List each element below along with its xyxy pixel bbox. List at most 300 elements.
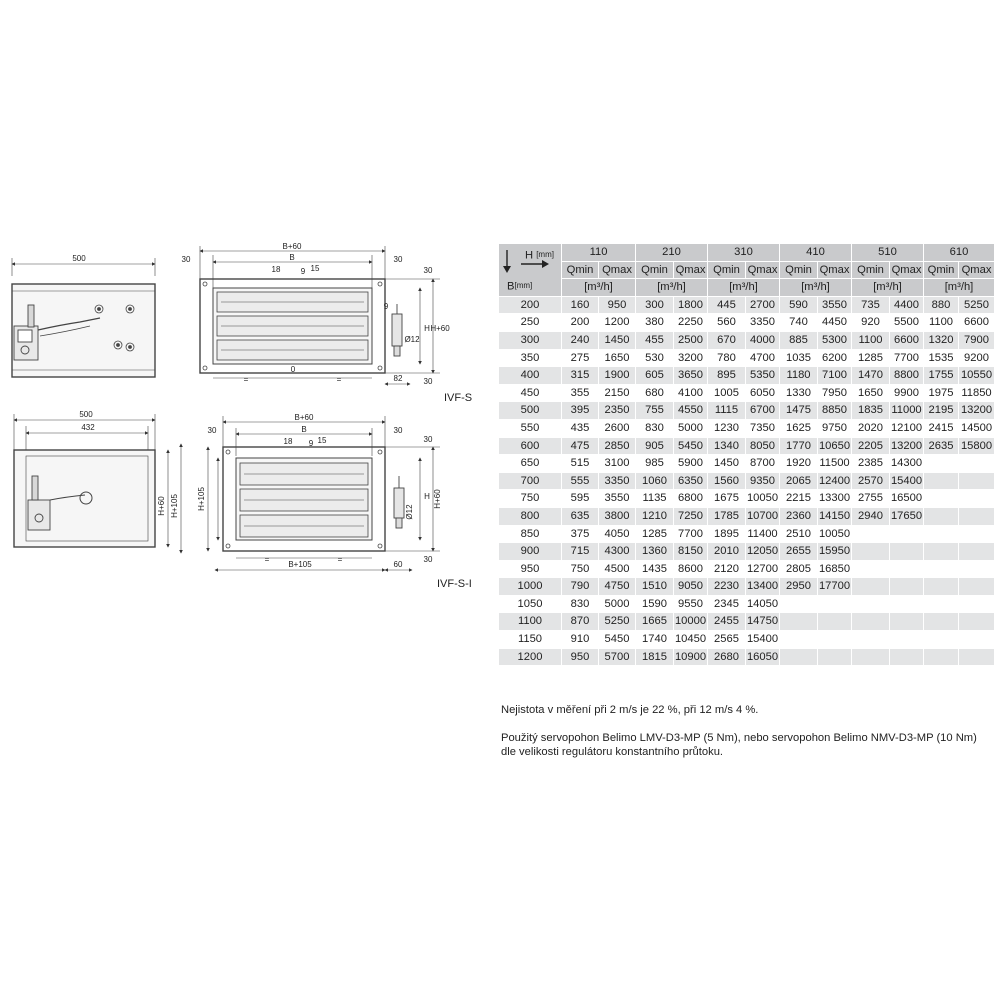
table-row bbox=[499, 490, 994, 507]
dim-equal-right-b: = bbox=[337, 555, 343, 564]
flow-cell: 13300 bbox=[818, 492, 851, 505]
dim-9: 9 bbox=[300, 267, 306, 276]
flow-cell: 1060 bbox=[642, 474, 667, 487]
flow-cell bbox=[924, 596, 958, 613]
dim-side-h60: H+60 bbox=[157, 496, 166, 516]
dim-15-b: 15 bbox=[317, 436, 327, 445]
flow-cell: 4400 bbox=[894, 298, 919, 311]
flow-cell: 2215 bbox=[786, 492, 811, 505]
flow-cell: 9550 bbox=[678, 597, 703, 610]
flow-cell: 2500 bbox=[678, 333, 703, 346]
flow-cell: 5450 bbox=[678, 439, 703, 452]
flow-cell: 7700 bbox=[894, 351, 919, 364]
flow-cell: 885 bbox=[789, 333, 808, 346]
height-header: 610 bbox=[924, 244, 994, 261]
flow-cell bbox=[924, 455, 958, 472]
dim-82: 82 bbox=[393, 374, 403, 383]
flow-cell: 735 bbox=[861, 298, 880, 311]
row-width-b: 1200 bbox=[517, 650, 543, 663]
flow-unit-header: [m³/h] bbox=[924, 279, 994, 296]
flow-cell: 17650 bbox=[890, 509, 923, 522]
table-row bbox=[499, 473, 994, 490]
dim-b-b: B bbox=[301, 425, 307, 434]
ivf-s-side-view bbox=[12, 258, 155, 377]
flow-unit-header: [m³/h] bbox=[636, 279, 707, 296]
flow-cell: 2850 bbox=[604, 439, 630, 452]
flow-cell: 590 bbox=[789, 298, 808, 311]
flow-cell bbox=[852, 596, 889, 613]
note-actuator-1: Použitý servopohon Belimo LMV-D3-MP (5 Nm), nebo servopohon Belimo NMV-D3-MP (10 Nm) bbox=[501, 732, 977, 744]
dim-equal-left: = bbox=[243, 375, 249, 384]
dim-h-b: H bbox=[424, 492, 430, 501]
row-width-b: 800 bbox=[520, 509, 540, 522]
flow-cell: 1340 bbox=[714, 439, 739, 452]
flow-cell bbox=[924, 578, 958, 595]
flow-cell: 1755 bbox=[928, 369, 954, 382]
flow-cell: 1625 bbox=[786, 421, 811, 434]
flow-cell bbox=[959, 526, 994, 543]
flow-cell: 5900 bbox=[678, 457, 703, 470]
row-width-b: 850 bbox=[520, 527, 540, 540]
row-width-b: 250 bbox=[520, 316, 540, 329]
flow-cell: 2940 bbox=[858, 509, 883, 522]
table-header-heights bbox=[499, 244, 994, 261]
table-row bbox=[499, 420, 994, 437]
flow-cell: 4100 bbox=[678, 386, 703, 399]
flow-cell bbox=[780, 613, 817, 630]
flow-cell: 1650 bbox=[604, 351, 630, 364]
sensor-probe-icon bbox=[394, 476, 404, 528]
flow-cell: 3800 bbox=[604, 509, 630, 522]
flow-cell: 275 bbox=[570, 351, 590, 364]
table-corner bbox=[499, 244, 561, 296]
flow-cell: 9750 bbox=[822, 421, 847, 434]
flow-cell: 455 bbox=[645, 333, 664, 346]
dim-width-500: 500 bbox=[72, 254, 86, 263]
flow-cell: 6350 bbox=[678, 474, 703, 487]
flow-cell: 160 bbox=[570, 298, 590, 311]
flow-cell: 950 bbox=[607, 298, 627, 311]
flow-cell: 4550 bbox=[678, 404, 703, 417]
qmax-header: Qmax bbox=[890, 262, 923, 279]
flow-cell: 8150 bbox=[678, 545, 703, 558]
flow-cell bbox=[780, 649, 817, 666]
flow-cell: 1475 bbox=[786, 404, 811, 417]
flow-cell: 435 bbox=[570, 421, 590, 434]
dim-18-b: 18 bbox=[283, 437, 293, 446]
height-header: 210 bbox=[636, 244, 707, 261]
flow-cell: 5300 bbox=[822, 333, 847, 346]
flow-cell bbox=[818, 631, 851, 648]
flow-cell bbox=[852, 561, 889, 578]
row-width-b: 400 bbox=[520, 369, 540, 382]
row-width-b: 1050 bbox=[517, 597, 543, 610]
flow-cell: 6200 bbox=[822, 351, 847, 364]
dim-equal-right: = bbox=[336, 375, 342, 384]
flow-cell: 755 bbox=[645, 404, 664, 417]
flow-cell: 10450 bbox=[674, 633, 707, 646]
flow-cell: 1510 bbox=[642, 580, 667, 593]
flow-cell: 1450 bbox=[604, 333, 630, 346]
flow-cell: 905 bbox=[645, 439, 664, 452]
dim-15: 15 bbox=[310, 264, 320, 273]
technical-drawings bbox=[0, 0, 490, 600]
flow-cell: 830 bbox=[645, 421, 664, 434]
flow-cell: 5000 bbox=[678, 421, 703, 434]
flow-cell bbox=[959, 508, 994, 525]
flow-cell: 10050 bbox=[818, 527, 851, 540]
table-row bbox=[499, 613, 994, 630]
flow-cell: 9200 bbox=[964, 351, 989, 364]
flow-cell bbox=[959, 578, 994, 595]
flow-cell: 380 bbox=[645, 316, 664, 329]
flow-cell: 14750 bbox=[746, 615, 779, 628]
flow-cell: 1835 bbox=[858, 404, 883, 417]
flow-cell: 2350 bbox=[604, 404, 630, 417]
flow-cell: 1740 bbox=[642, 633, 667, 646]
flow-cell bbox=[890, 578, 923, 595]
flow-cell: 4750 bbox=[604, 580, 630, 593]
flow-cell: 2205 bbox=[858, 439, 883, 452]
flow-unit-header: [m³/h] bbox=[708, 279, 779, 296]
flow-cell bbox=[852, 578, 889, 595]
table-row bbox=[499, 596, 994, 613]
flow-cell bbox=[890, 526, 923, 543]
flow-cell: 1360 bbox=[642, 545, 667, 558]
flow-cell: 1815 bbox=[642, 650, 667, 663]
row-width-b: 600 bbox=[520, 439, 540, 452]
dim-9b: 9 bbox=[383, 302, 389, 311]
table-row bbox=[499, 332, 994, 349]
flow-cell: 6600 bbox=[894, 333, 919, 346]
flow-cell: 985 bbox=[645, 457, 664, 470]
table-row bbox=[499, 385, 994, 402]
flow-cell bbox=[959, 631, 994, 648]
flow-cell: 1535 bbox=[928, 351, 954, 364]
flow-cell: 11500 bbox=[819, 457, 850, 470]
flow-cell: 950 bbox=[570, 650, 590, 663]
flow-cell: 16500 bbox=[890, 492, 923, 505]
flow-cell: 15800 bbox=[960, 439, 993, 452]
row-width-b: 750 bbox=[520, 492, 540, 505]
table-row bbox=[499, 402, 994, 419]
flow-cell bbox=[924, 508, 958, 525]
flow-cell: 395 bbox=[570, 404, 590, 417]
flow-cell: 1770 bbox=[786, 439, 811, 452]
qmin-header: Qmin bbox=[708, 262, 745, 279]
flow-cell: 2755 bbox=[858, 492, 883, 505]
flow-cell: 515 bbox=[570, 457, 590, 470]
flow-cell: 16050 bbox=[746, 650, 779, 663]
qmax-header: Qmax bbox=[959, 262, 994, 279]
flow-cell: 4450 bbox=[822, 316, 847, 329]
flow-cell: 14050 bbox=[746, 597, 779, 610]
dim-30-top-right-b: 30 bbox=[423, 435, 433, 444]
row-width-b: 1150 bbox=[517, 633, 543, 646]
flow-cell bbox=[890, 613, 923, 630]
flow-cell: 6800 bbox=[678, 492, 703, 505]
dim-width-432: 432 bbox=[81, 423, 95, 432]
flow-cell bbox=[924, 631, 958, 648]
flow-cell: 7700 bbox=[678, 527, 703, 540]
flow-cell: 5700 bbox=[604, 650, 630, 663]
flow-cell bbox=[818, 649, 851, 666]
flow-cell: 2600 bbox=[604, 421, 630, 434]
flow-cell: 1800 bbox=[678, 298, 703, 311]
flow-cell: 605 bbox=[645, 369, 664, 382]
label-ivf-s-i: IVF-S-I bbox=[437, 578, 472, 590]
table-row bbox=[499, 561, 994, 578]
flow-cell: 1210 bbox=[642, 509, 667, 522]
flow-cell: 315 bbox=[570, 369, 590, 382]
row-width-b: 200 bbox=[520, 298, 540, 311]
flow-cell bbox=[924, 561, 958, 578]
flow-cell bbox=[924, 490, 958, 507]
qmin-header: Qmin bbox=[780, 262, 817, 279]
flow-cell: 1470 bbox=[858, 369, 883, 382]
dim-30-right-b: 30 bbox=[393, 426, 403, 435]
dim-9-b: 9 bbox=[308, 439, 314, 448]
flow-cell: 12400 bbox=[818, 474, 851, 487]
height-header: 310 bbox=[708, 244, 779, 261]
flow-cell bbox=[852, 613, 889, 630]
table-row bbox=[499, 526, 994, 543]
ivf-s-front-view bbox=[200, 246, 440, 384]
flow-cell: 2385 bbox=[858, 457, 883, 470]
flow-cell: 1665 bbox=[642, 615, 667, 628]
qmax-header: Qmax bbox=[746, 262, 779, 279]
flow-cell: 780 bbox=[717, 351, 736, 364]
dim-h: H bbox=[424, 324, 430, 333]
height-header: 510 bbox=[852, 244, 923, 261]
flow-cell: 2010 bbox=[714, 545, 739, 558]
flow-cell: 2655 bbox=[786, 545, 811, 558]
table-row bbox=[499, 543, 994, 560]
flow-cell: 9900 bbox=[894, 386, 919, 399]
row-width-b: 900 bbox=[520, 545, 540, 558]
flow-cell: 2635 bbox=[928, 439, 954, 452]
flow-cell: 3550 bbox=[604, 492, 630, 505]
flow-cell bbox=[959, 543, 994, 560]
qmin-header: Qmin bbox=[636, 262, 673, 279]
flow-cell: 3350 bbox=[750, 316, 775, 329]
flow-cell: 635 bbox=[570, 509, 590, 522]
flow-cell bbox=[959, 473, 994, 490]
flow-cell: 15400 bbox=[890, 474, 923, 487]
flow-cell: 2020 bbox=[858, 421, 883, 434]
dim-equal-left-b: = bbox=[264, 555, 270, 564]
flow-cell bbox=[959, 561, 994, 578]
flow-cell: 1115 bbox=[714, 404, 739, 417]
flow-cell: 8800 bbox=[894, 369, 919, 382]
sensor-probe-icon bbox=[392, 304, 402, 356]
flow-cell: 4000 bbox=[750, 333, 775, 346]
flow-cell: 1285 bbox=[858, 351, 883, 364]
flow-cell: 560 bbox=[717, 316, 736, 329]
flow-cell: 10550 bbox=[960, 369, 993, 382]
flow-cell: 16850 bbox=[818, 562, 851, 575]
dim-zero: 0 bbox=[290, 365, 296, 374]
row-width-b: 700 bbox=[520, 474, 540, 487]
height-header: 110 bbox=[562, 244, 635, 261]
label-ivf-s: IVF-S bbox=[444, 392, 473, 404]
table-row bbox=[499, 578, 994, 595]
flow-cell: 200 bbox=[570, 316, 590, 329]
dim-b60: B+60 bbox=[282, 242, 302, 251]
flow-cell: 790 bbox=[570, 580, 590, 593]
flow-cell: 3550 bbox=[822, 298, 847, 311]
flow-cell: 1650 bbox=[858, 386, 883, 399]
flow-cell: 2510 bbox=[786, 527, 811, 540]
flow-cell: 8850 bbox=[822, 404, 847, 417]
flow-cell: 3200 bbox=[678, 351, 703, 364]
flow-cell: 14150 bbox=[818, 509, 851, 522]
flow-cell: 2345 bbox=[714, 597, 739, 610]
flow-cell: 1135 bbox=[642, 492, 667, 505]
height-header: 410 bbox=[780, 244, 851, 261]
flow-cell: 12100 bbox=[890, 421, 923, 434]
flow-cell: 2065 bbox=[786, 474, 811, 487]
flow-cell: 2120 bbox=[714, 562, 739, 575]
dim-h60-b: H+60 bbox=[433, 489, 442, 509]
flow-cell: 5500 bbox=[894, 316, 919, 329]
flow-cell bbox=[890, 543, 923, 560]
flow-table bbox=[498, 243, 995, 666]
flow-cell bbox=[852, 543, 889, 560]
flow-cell: 910 bbox=[570, 633, 590, 646]
flow-cell: 3100 bbox=[604, 457, 630, 470]
table-row bbox=[499, 649, 994, 666]
flow-cell: 3350 bbox=[604, 474, 630, 487]
flow-cell bbox=[959, 596, 994, 613]
flow-cell: 7100 bbox=[822, 369, 847, 382]
flow-cell: 1975 bbox=[928, 386, 954, 399]
flow-cell bbox=[924, 613, 958, 630]
flow-cell: 300 bbox=[645, 298, 664, 311]
row-width-b: 650 bbox=[520, 457, 540, 470]
dim-60: 60 bbox=[393, 560, 403, 569]
flow-cell: 11400 bbox=[747, 527, 778, 540]
dim-30-right: 30 bbox=[393, 255, 403, 264]
flow-cell bbox=[780, 631, 817, 648]
flow-cell bbox=[959, 490, 994, 507]
flow-cell: 830 bbox=[570, 597, 590, 610]
flow-cell: 2360 bbox=[786, 509, 811, 522]
table-row bbox=[499, 631, 994, 648]
flow-cell: 530 bbox=[645, 351, 664, 364]
dim-30-top-right: 30 bbox=[423, 266, 433, 275]
qmin-header: Qmin bbox=[562, 262, 598, 279]
table-row bbox=[499, 508, 994, 525]
flow-cell bbox=[924, 543, 958, 560]
flow-cell: 2565 bbox=[714, 633, 739, 646]
dim-width-500-b: 500 bbox=[79, 410, 93, 419]
flow-cell: 7250 bbox=[678, 509, 703, 522]
flow-cell bbox=[890, 649, 923, 666]
flow-cell: 895 bbox=[717, 369, 736, 382]
dim-side-h105: H+105 bbox=[170, 494, 179, 518]
flow-cell bbox=[818, 596, 851, 613]
flow-cell: 4300 bbox=[604, 545, 630, 558]
qmax-header: Qmax bbox=[674, 262, 707, 279]
flow-cell: 8050 bbox=[750, 439, 775, 452]
flow-cell: 5000 bbox=[604, 597, 630, 610]
row-width-b: 350 bbox=[520, 351, 540, 364]
flow-cell: 2455 bbox=[714, 615, 739, 628]
table-body bbox=[499, 297, 994, 665]
dim-30-left-b: 30 bbox=[207, 426, 217, 435]
flow-cell: 10650 bbox=[818, 439, 851, 452]
flow-cell: 1200 bbox=[604, 316, 630, 329]
flow-cell: 13400 bbox=[746, 580, 779, 593]
table-row bbox=[499, 297, 994, 314]
flow-cell: 1675 bbox=[714, 492, 739, 505]
flow-cell: 680 bbox=[645, 386, 664, 399]
dim-d12-b: Ø12 bbox=[405, 504, 414, 520]
flow-cell: 2805 bbox=[786, 562, 811, 575]
flow-cell bbox=[852, 631, 889, 648]
dim-30-bottom-right: 30 bbox=[423, 377, 433, 386]
flow-cell: 6700 bbox=[750, 404, 775, 417]
flow-cell: 2700 bbox=[750, 298, 775, 311]
flow-cell: 1785 bbox=[714, 509, 739, 522]
flow-cell: 555 bbox=[570, 474, 590, 487]
flow-cell: 1895 bbox=[714, 527, 739, 540]
row-width-b: 950 bbox=[520, 562, 540, 575]
flow-cell: 1320 bbox=[928, 333, 954, 346]
corner-h: H [mm] bbox=[525, 249, 554, 262]
flow-cell: 14300 bbox=[890, 457, 923, 470]
flow-cell: 2250 bbox=[678, 316, 703, 329]
dim-d12: Ø12 bbox=[404, 335, 420, 344]
flow-cell: 6600 bbox=[964, 316, 989, 329]
flow-cell: 5250 bbox=[964, 298, 989, 311]
flow-cell: 4700 bbox=[750, 351, 775, 364]
flow-cell: 920 bbox=[861, 316, 880, 329]
table-row bbox=[499, 367, 994, 384]
flow-cell: 1100 bbox=[858, 333, 883, 346]
flow-cell: 14500 bbox=[960, 421, 993, 434]
flow-cell: 15950 bbox=[818, 545, 851, 558]
flow-cell: 445 bbox=[717, 298, 736, 311]
flow-cell: 1590 bbox=[642, 597, 667, 610]
flow-cell: 670 bbox=[717, 333, 736, 346]
flow-cell: 5250 bbox=[604, 615, 630, 628]
qmax-header: Qmax bbox=[818, 262, 851, 279]
flow-cell: 7900 bbox=[964, 333, 989, 346]
flow-cell bbox=[890, 596, 923, 613]
flow-cell: 375 bbox=[570, 527, 590, 540]
qmin-header: Qmin bbox=[852, 262, 889, 279]
flow-cell: 3650 bbox=[678, 369, 703, 382]
flow-unit-header: [m³/h] bbox=[562, 279, 635, 296]
flow-cell bbox=[924, 649, 958, 666]
flow-cell bbox=[924, 526, 958, 543]
flow-cell: 595 bbox=[570, 492, 590, 505]
flow-cell: 1330 bbox=[786, 386, 811, 399]
flow-cell: 13200 bbox=[890, 439, 923, 452]
flow-cell: 12050 bbox=[746, 545, 779, 558]
flow-cell: 1920 bbox=[786, 457, 811, 470]
flow-cell: 15400 bbox=[746, 633, 779, 646]
flow-cell: 12700 bbox=[746, 562, 779, 575]
flow-cell: 475 bbox=[570, 439, 590, 452]
flow-cell: 2680 bbox=[714, 650, 739, 663]
dim-18: 18 bbox=[271, 265, 281, 274]
flow-cell: 1900 bbox=[604, 369, 630, 382]
flow-cell bbox=[890, 561, 923, 578]
flow-cell: 17700 bbox=[818, 580, 851, 593]
